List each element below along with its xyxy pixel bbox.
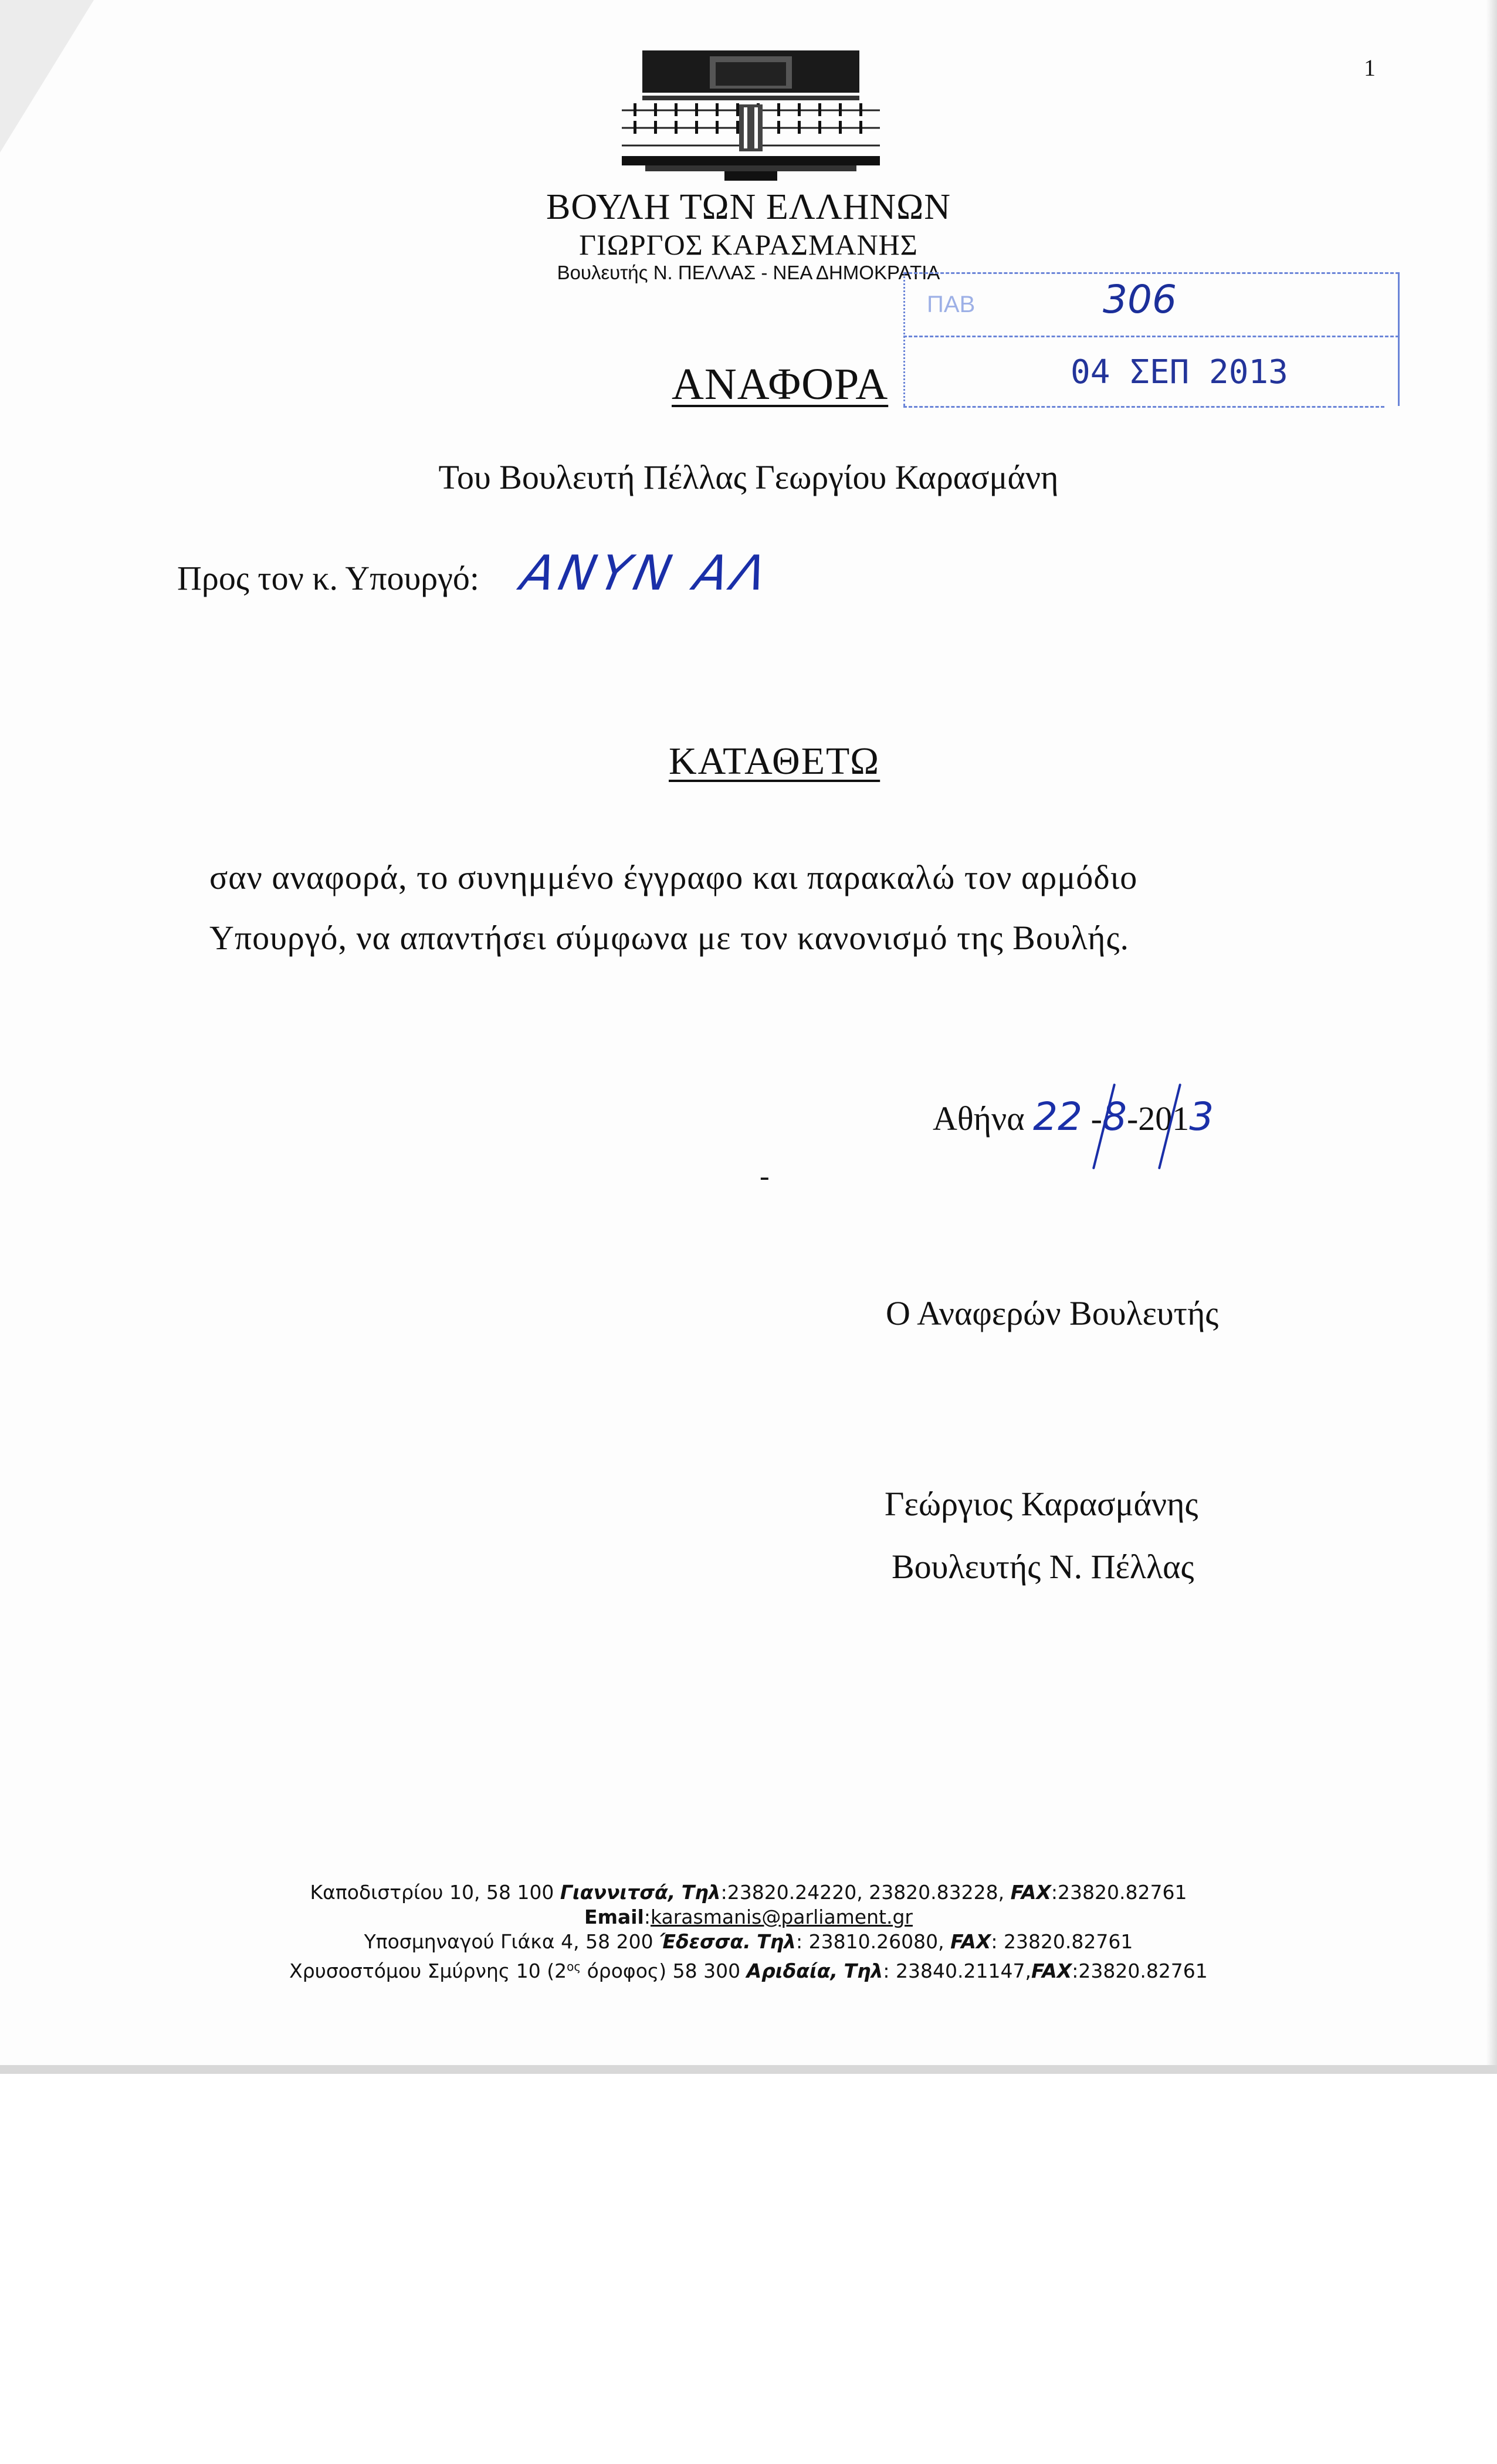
footer-tel-1: :23820.24220, 23820.83228, [720, 1881, 1011, 1904]
scan-edge-bottom [0, 2065, 1497, 2074]
footer-city-3: Έδεσσα. [659, 1930, 751, 1953]
document-title: ΑΝΑΦΟΡΑ [672, 360, 889, 409]
scan-edge-right [1486, 0, 1497, 2074]
letterhead-name: ΓΙΩΡΓΟΣ ΚΑΡΑΣΜΑΝΗΣ [579, 228, 918, 261]
footer-address-3: Υποσμηναγού Γιάκα 4, 58 200 [364, 1930, 660, 1953]
stamp-office: ΠΑΒ [927, 292, 976, 317]
footer-tel-label-1: Τηλ [681, 1881, 721, 1904]
footer-address-1: Καποδιστρίου 10, 58 100 [310, 1881, 560, 1904]
footer-fax-label-1: FAX [1010, 1881, 1051, 1904]
stamp-top-border [903, 272, 1399, 274]
stamp-date: 04 ΣΕΠ 2013 [1071, 353, 1288, 391]
footer-fax-4: :23820.82761 [1072, 1959, 1208, 1982]
footer-floor-sup: ος [567, 1959, 581, 1974]
recipient-label: Προς τον κ. Υπουργό: [177, 559, 479, 597]
place: Αθήνα [933, 1099, 1025, 1138]
footer-tel-label-3: Τηλ [757, 1930, 797, 1953]
footer-city-4: Αριδαία, [746, 1959, 838, 1982]
date-month: 8 [1102, 1094, 1127, 1139]
signer-role: Ο Αναφερών Βουλευτής [886, 1294, 1219, 1332]
page-number: 1 [1364, 55, 1376, 81]
signer-name: Γεώργιος Καρασμάνης [885, 1485, 1198, 1523]
footer-address-4a: Χρυσοστόμου Σμύρνης 10 (2 [289, 1959, 567, 1982]
signer-title: Βουλευτής Ν. Πέλλας [892, 1548, 1194, 1586]
letterhead-org: ΒΟΥΛΗ ΤΩΝ ΕΛΛΗΝΩΝ [546, 187, 951, 227]
footer-fax-label-4: FAX [1031, 1959, 1072, 1982]
footer-city-1: Γιαννιτσά, [560, 1881, 676, 1904]
dash-mark: - [760, 1159, 770, 1192]
place-date: Αθήνα 22 -8-2013 [933, 1094, 1214, 1139]
footer-tel-label-4: Τηλ [844, 1959, 883, 1982]
date-day: 22 [1033, 1094, 1083, 1139]
from-line: Του Βουλευτή Πέλλας Γεωργίου Καρασμάνη [438, 458, 1059, 496]
parliament-building-icon [610, 46, 892, 184]
footer-line-2: Email:karasmanis@parliament.gr [584, 1905, 913, 1928]
recipient-handwritten: ΑΝΥΝ ΑΛ [516, 546, 777, 601]
stamp-left-border [903, 272, 905, 406]
body-line-2: Υπουργό, να απαντήσει σύμφωνα με τον κανονισμό της Βουλής. [209, 919, 1129, 957]
scan-folded-corner [0, 0, 94, 153]
footer-fax-1: :23820.82761 [1051, 1881, 1187, 1904]
date-year-digit: 3 [1189, 1094, 1214, 1139]
footer-line-4 [0, 1954, 1497, 1984]
registry-stamp [903, 265, 1399, 412]
contact-footer [0, 1880, 1497, 1984]
stamp-middle-border [903, 336, 1399, 337]
footer-tel-4: : 23840.21147, [883, 1959, 1031, 1982]
body-line-1: σαν αναφορά, το συνημμένο έγγραφο και παρακαλώ τον αρμόδιο [209, 858, 1138, 896]
stamp-bottom-border [903, 406, 1384, 408]
footer-address-4b: όροφος) 58 300 [581, 1959, 747, 1982]
footer-fax-label-3: FAX [950, 1930, 991, 1953]
footer-email-link[interactable]: karasmanis@parliament.gr [650, 1905, 913, 1928]
stamp-right-border [1398, 272, 1400, 406]
footer-line-1 [0, 1880, 1497, 1905]
footer-email-label: Email [584, 1905, 644, 1928]
stamp-number: 306 [1103, 277, 1177, 322]
footer-line-3 [0, 1930, 1497, 1954]
date-year-prefix: 201 [1138, 1099, 1190, 1138]
footer-fax-3: : 23820.82761 [991, 1930, 1133, 1953]
deposit-heading: ΚΑΤΑΘΕΤΩ [669, 740, 880, 783]
letterhead-subtitle: Βουλευτής Ν. ΠΕΛΛΑΣ - ΝΕΑ ΔΗΜΟΚΡΑΤΙΑ [557, 262, 940, 283]
footer-tel-3: : 23810.26080, [796, 1930, 951, 1953]
